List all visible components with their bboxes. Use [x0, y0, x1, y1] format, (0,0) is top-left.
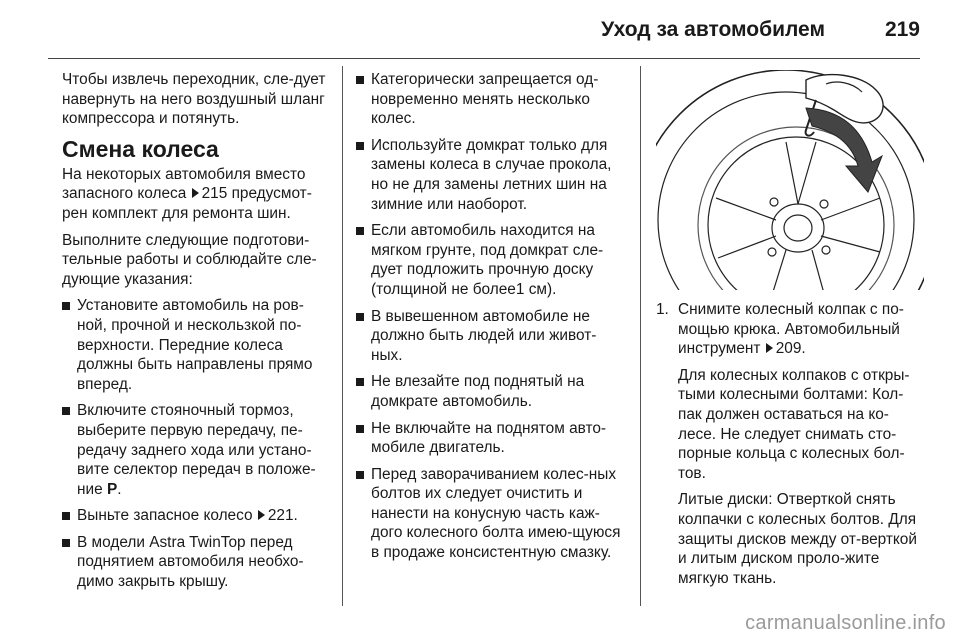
bullet-icon: [356, 425, 364, 433]
page-reference[interactable]: 215: [201, 185, 228, 203]
column-divider-2: [640, 66, 641, 606]
bullet-icon: [356, 142, 364, 150]
page-header: [0, 0, 960, 60]
wheel-cover-illustration: [656, 70, 924, 290]
list-item: Включите стояночный тормоз, выберите первую передачу, пе-редачу заднего хода или устано-вите селектор передач в положе-ние P.: [62, 401, 332, 499]
list-item: В модели Astra TwinTop перед поднятием автомобиля необхо-димо закрыть крышу.: [62, 533, 332, 592]
list-item: Используйте домкрат только для замены колеса в случае прокола, но не для замены летних шин на зимние или наоборот.: [356, 136, 626, 214]
bullet-icon: [356, 76, 364, 84]
bullet-icon: [356, 471, 364, 479]
bullet-icon: [356, 313, 364, 321]
list-item: Выньте запасное колесо 221.: [62, 506, 332, 526]
paragraph-open-bolts: Для колесных колпаков с откры-тыми колесными болтами: Кол-пак должен оставаться на ко-лесе. Не следует снимать сто-порные кольца с колесных бол-тов.: [678, 366, 910, 482]
column-1: [62, 70, 332, 599]
column-divider-1: [342, 66, 343, 606]
page-reference[interactable]: 209: [775, 340, 802, 358]
step-number: 1.: [656, 301, 669, 318]
list-item: Категорически запрещается од-новременно менять несколько колес.: [356, 70, 626, 129]
page-number: 219: [884, 18, 920, 41]
list-item: Установите автомобиль на ров-ной, прочной и нескользкой по-верхности. Передние колеса должны быть направлены прямо вперед.: [62, 296, 332, 394]
bullet-icon: [62, 539, 70, 547]
list-item: Если автомобиль находится на мягком грунте, под домкрат сле-дует подложить прочную доску (толщиной не более1 см).: [356, 221, 626, 299]
column-3: [656, 300, 926, 595]
intro-paragraph: Чтобы извлечь переходник, сле-дует навернуть на него воздушный шланг компрессора и потянуть.: [62, 71, 326, 128]
bullet-icon: [62, 512, 70, 520]
column-2: [356, 70, 626, 570]
bullet-icon: [356, 227, 364, 235]
header-rule: [48, 58, 920, 59]
list-item: Не влезайте под поднятый на домкрате автомобиль.: [356, 372, 626, 411]
list-item: В вывешенном автомобиле не должно быть людей или живот-ных.: [356, 307, 626, 366]
bullet-icon: [356, 378, 364, 386]
reference-arrow-icon: [258, 510, 265, 520]
bullet-icon: [62, 302, 70, 310]
section-title: Уход за автомобилем: [601, 18, 825, 41]
list-item: Не включайте на поднятом авто-мобиле двигатель.: [356, 419, 626, 458]
step-1: 1. Снимите колесный колпак с по-мощью крюка. Автомобильный инструмент 209.: [656, 301, 904, 358]
paragraph-preparation: Выполните следующие подготови-тельные работы и соблюдайте сле-дующие указания:: [62, 231, 317, 288]
list-item: Перед заворачиванием колес-ных болтов их следует очистить и нанести на конусную часть каж-дого колесного болта имею-щуюся в продаже консистентную смазку.: [356, 465, 626, 563]
paragraph-spare-wheel: На некоторых автомобиля вместо запасного колеса 215 предусмот-рен комплект для ремонта шин.: [62, 165, 312, 222]
page-reference[interactable]: 221: [267, 507, 294, 525]
paragraph-alloy-wheels: Литые диски: Отверткой снять колпачки с колесных болтов. Для защиты дисков между от-верткой и литым диском проло-жите мягкую ткань.: [678, 491, 917, 587]
watermark: carmanualsonline.info: [745, 612, 946, 634]
bullet-icon: [62, 407, 70, 415]
gear-position-p: P: [106, 480, 118, 498]
reference-arrow-icon: [192, 188, 199, 198]
reference-arrow-icon: [766, 343, 773, 353]
section-heading: Смена колеса: [62, 135, 219, 162]
